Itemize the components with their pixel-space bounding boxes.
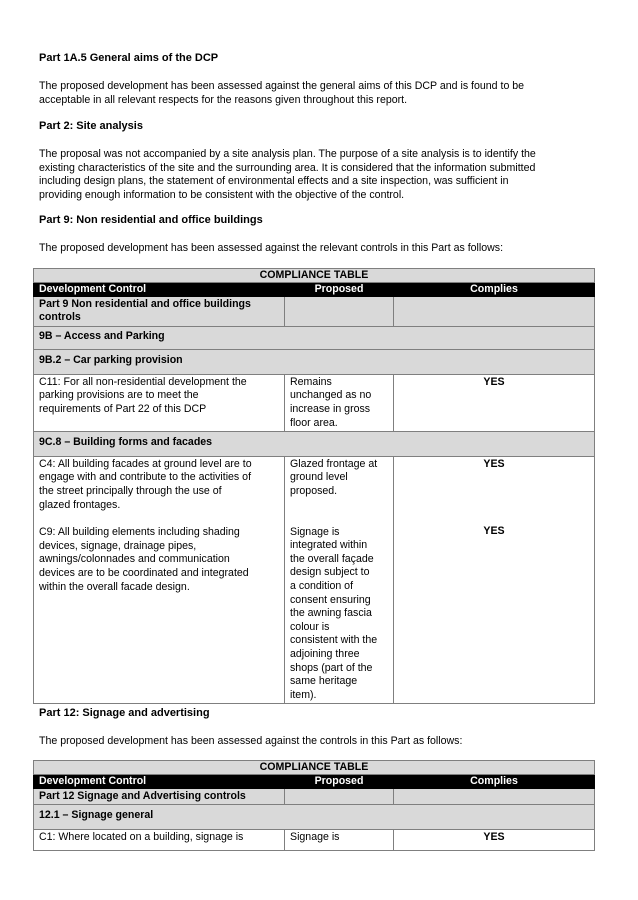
paragraph-part-12: The proposed development has been assessed against the controls in this Part as follows:: [39, 735, 463, 747]
header-complies: Complies: [394, 775, 595, 789]
section-12-1: 12.1 – Signage general: [34, 805, 595, 830]
table-section-row: [34, 326, 595, 350]
compliance-table-part-12: [33, 760, 595, 851]
header-development-control: Development Control: [34, 283, 285, 297]
heading-part-1a5: Part 1A.5 General aims of the DCP: [39, 52, 219, 64]
table-header-row: [34, 775, 595, 789]
table-header-row: [34, 283, 595, 297]
section-9c8: 9C.8 – Building forms and facades: [34, 432, 595, 457]
part-title: Part 12 Signage and Advertising controls: [34, 788, 285, 805]
header-development-control: Development Control: [34, 775, 285, 789]
proposed-c11: Remains unchanged as no increase in gross floor area.: [285, 374, 394, 431]
proposed-c4-c9: Glazed frontage at ground level proposed. Signage is integrated within the overall façade design subject to a condition of consent ensuring the awning fascia colour is consistent with the adjoining three shops (part of the same heritage item).: [285, 456, 394, 704]
table-row: [34, 456, 595, 704]
table-part-row: [34, 296, 595, 326]
control-c4-c9: C4: All building facades at ground level are to engage with and contribute to the activities of the street principally through the use of glazed frontages. C9: All building elements including shading devices, signage, drainage pipes, awnings/colonnades and communication devices are to be coordinated and integrated within the overall facade design.: [34, 456, 285, 704]
compliance-table-part-9: [33, 268, 595, 704]
table-title-row: [34, 761, 595, 775]
table-section-row: [34, 805, 595, 830]
heading-part-2: Part 2: Site analysis: [39, 120, 143, 132]
paragraph-part-9: The proposed development has been assessed against the relevant controls in this Part as follows:: [39, 242, 504, 254]
control-c11: C11: For all non-residential development the parking provisions are to meet the requirements of Part 22 of this DCP: [34, 374, 285, 431]
complies-c11: YES: [394, 374, 595, 431]
header-complies: Complies: [394, 283, 595, 297]
part-title: Part 9 Non residential and office buildings controls: [34, 296, 285, 326]
table-row: [34, 374, 595, 431]
table-part-row: [34, 788, 595, 805]
table-title-row: [34, 269, 595, 283]
heading-part-9: Part 9: Non residential and office buildings: [39, 214, 263, 226]
control-c1: C1: Where located on a building, signage is: [34, 829, 285, 851]
table-title: COMPLIANCE TABLE: [34, 269, 595, 283]
paragraph-part-1a5: The proposed development has been assessed against the general aims of this DCP and is found to be acceptable in all relevant respects for the reasons given throughout this report.: [39, 80, 525, 106]
table-row: [34, 829, 595, 851]
complies-c1: YES: [394, 829, 595, 851]
paragraph-part-2: The proposal was not accompanied by a site analysis plan. The purpose of a site analysis is to identify the existing characteristics of the site and the surrounding area. It is considered that the information submitted including design plans, the statement of environmental effects and a site inspection, was sufficient in providing enough information to be consistent with the objective of the control.: [39, 148, 536, 201]
section-9b: 9B – Access and Parking: [34, 326, 595, 350]
proposed-c1: Signage is: [285, 829, 394, 851]
complies-c4-c9: YES YES: [394, 456, 595, 704]
table-section-row: [34, 350, 595, 375]
header-proposed: Proposed: [285, 775, 394, 789]
table-section-row: [34, 432, 595, 457]
heading-part-12: Part 12: Signage and advertising: [39, 707, 210, 719]
section-9b2: 9B.2 – Car parking provision: [34, 350, 595, 375]
table-title: COMPLIANCE TABLE: [34, 761, 595, 775]
header-proposed: Proposed: [285, 283, 394, 297]
